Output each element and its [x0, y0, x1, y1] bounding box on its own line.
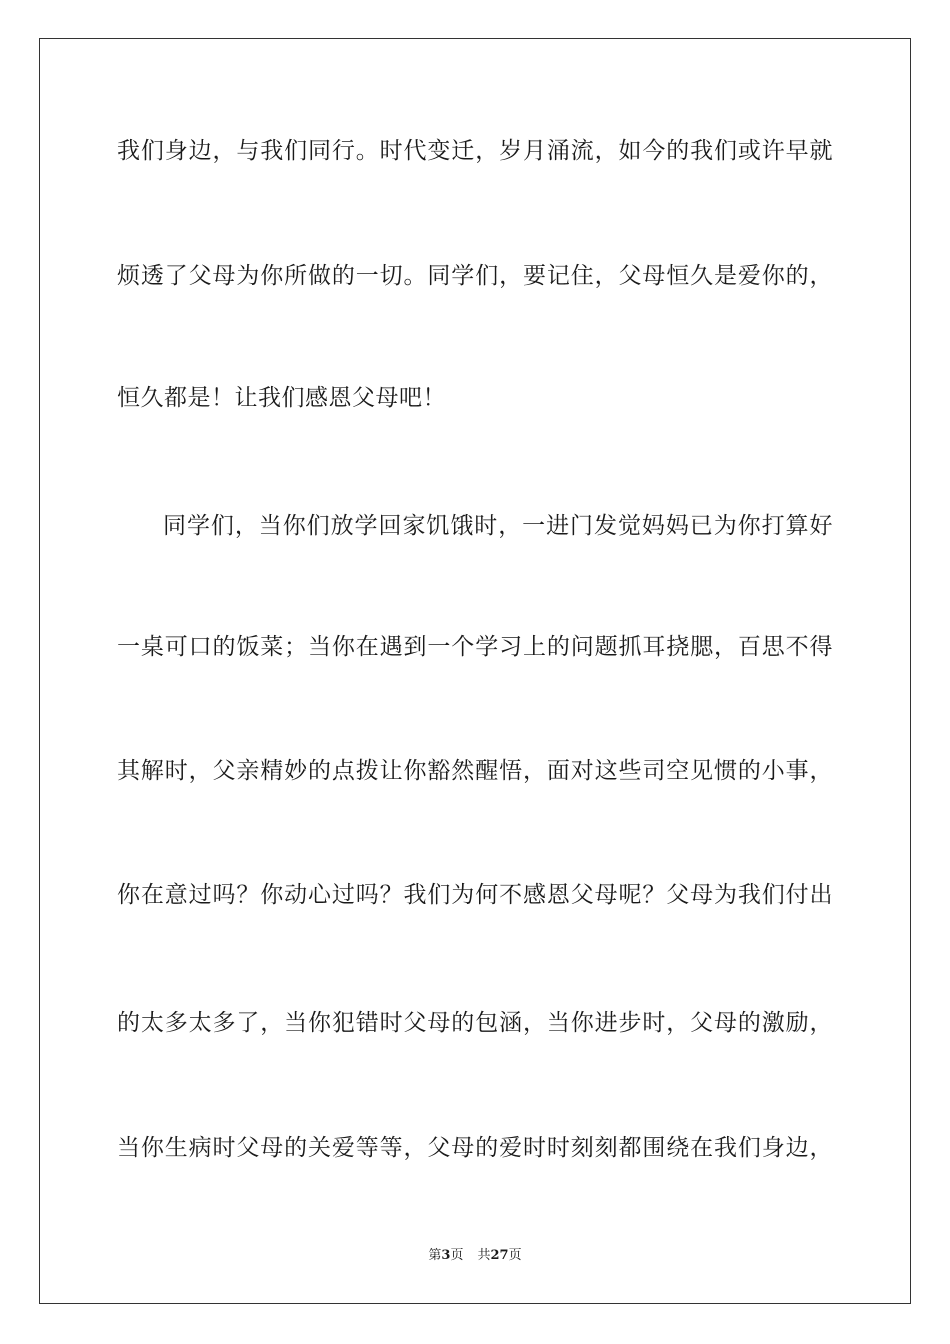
body-text-line: 烦透了父母为你所做的一切。同学们，要记住，父母恒久是爱你的， — [117, 263, 833, 289]
paragraph-first-line: 同学们，当你们放学回家饥饿时，一进门发觉妈妈已为你打算好 — [163, 513, 833, 539]
current-page-number: 3 — [441, 1248, 451, 1263]
body-text-line: 恒久都是！让我们感恩父母吧！ — [117, 385, 446, 411]
body-text-line: 我们身边，与我们同行。时代变迁，岁月涌流，如今的我们或许早就 — [117, 138, 833, 164]
total-suffix: 页 — [508, 1248, 522, 1263]
body-text-line: 一桌可口的饭菜；当你在遇到一个学习上的问题抓耳挠腮，百思不得 — [117, 634, 833, 660]
page-border — [39, 38, 911, 1304]
total-pages-number: 27 — [490, 1248, 509, 1263]
body-text-line: 其解时，父亲精妙的点拨让你豁然醒悟，面对这些司空见惯的小事， — [117, 758, 833, 784]
page-footer — [0, 1247, 950, 1265]
body-text-line: 你在意过吗？你动心过吗？我们为何不感恩父母呢？父母为我们付出 — [117, 882, 833, 908]
total-prefix: 共 — [477, 1248, 491, 1263]
page-suffix: 页 — [450, 1248, 464, 1263]
body-text-line: 当你生病时父母的关爱等等，父母的爱时时刻刻都围绕在我们身边， — [117, 1135, 833, 1161]
body-text-line: 的太多太多了，当你犯错时父母的包涵，当你进步时，父母的激励， — [117, 1010, 833, 1036]
page-prefix: 第 — [428, 1248, 442, 1263]
